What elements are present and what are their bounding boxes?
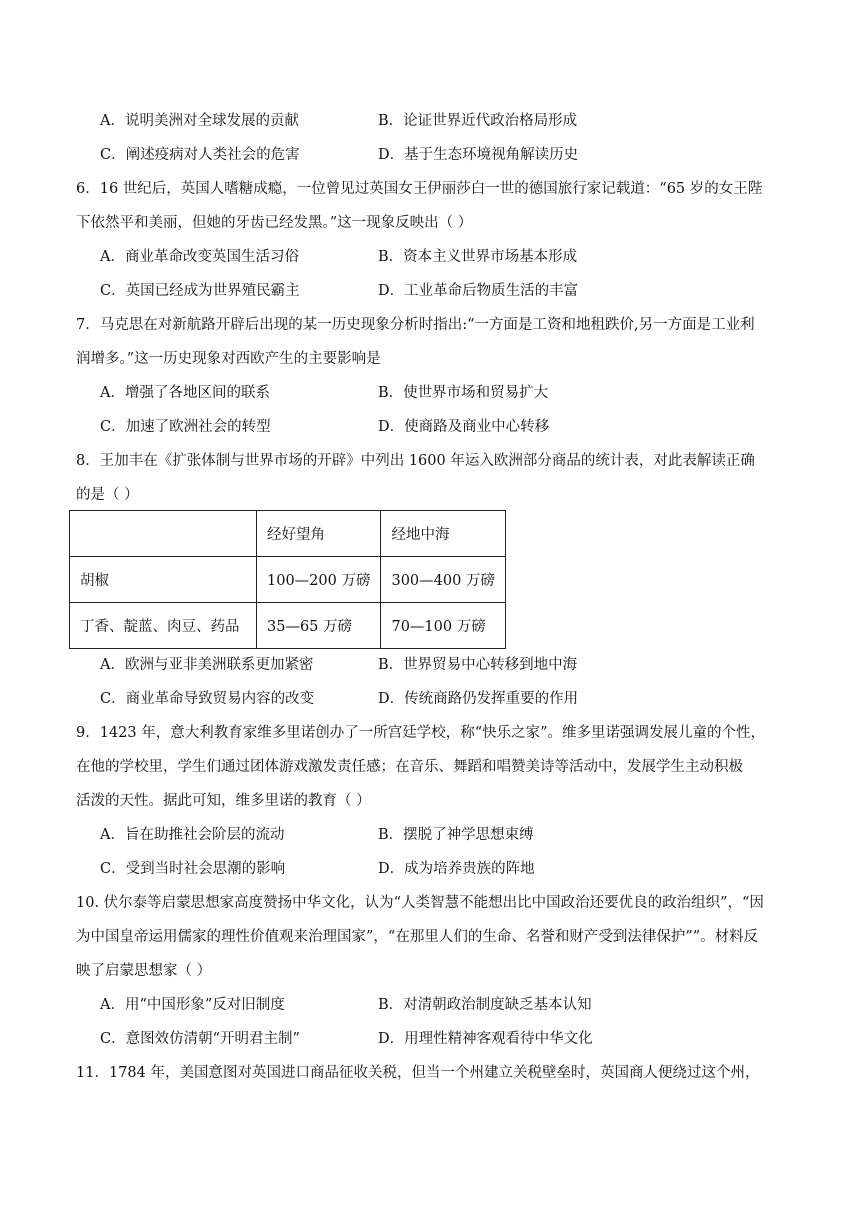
q6-option-a: A．商业革命改变英国生活习俗 [100,249,299,265]
q9-option-b: B．摆脱了神学思想束缚 [378,827,534,843]
q10-stem-line-2: 为中国皇帝运用儒家的理性价值观来治理国家”，“在那里人们的生命、名誉和财产受到法律保护””。材料反 [76,929,759,945]
q10-stem-line-1: 10. 伏尔泰等启蒙思想家高度赞扬中华文化，认为“人类智慧不能想出比中国政治还要优良的政治组织”，“因 [76,895,764,911]
q7-stem-line-1: 7．马克思在对新航路开辟后出现的某一历史现象分析时指出:“一方面是工资和地租跌价,另一方面是工业利 [76,317,755,333]
q7-option-c: C．加速了欧洲社会的转型 [100,419,271,435]
q10-stem-line-3: 映了启蒙思想家（ ） [76,963,212,979]
table-header-cell [70,511,257,557]
q9-stem-line-2: 在他的学校里，学生们通过团体游戏激发责任感；在音乐、舞蹈和唱赞美诗等活动中，发展学生主动积极 [76,759,743,775]
q8-option-a: A．欧洲与亚非美洲联系更加紧密 [100,657,314,673]
q10-option-a: A．用“中国形象”反对旧制度 [100,997,285,1013]
q9-stem-line-3: 活泼的天性。据此可知，维多里诺的教育（ ） [76,793,371,809]
table-cell: 胡椒 [70,557,257,603]
q7-option-b: B．使世界市场和贸易扩大 [378,385,549,401]
q8-statistics-table [69,510,506,649]
q9-option-c: C．受到当时社会思潮的影响 [100,861,286,877]
table-row [70,557,506,603]
table-cell: 丁香、靛蓝、肉豆、药品 [70,603,257,649]
table-header-row [70,511,506,557]
q6-stem-line-1: 6．16 世纪后，英国人嗜糖成瘾，一位曾见过英国女王伊丽莎白一世的德国旅行家记载道：“65 岁的女王陛 [76,181,763,197]
q7-option-a: A．增强了各地区间的联系 [100,385,270,401]
q5-option-b: B．论证世界近代政治格局形成 [378,113,578,129]
table-row [70,603,506,649]
table-header-cell: 经好望角 [257,511,381,557]
q5-option-c: C．阐述疫病对人类社会的危害 [100,147,300,163]
q7-stem-line-2: 润增多。”这一历史现象对西欧产生的主要影响是 [76,351,381,367]
q9-option-d: D．成为培养贵族的阵地 [378,861,535,877]
q8-option-b: B．世界贸易中心转移到地中海 [378,657,578,673]
table-cell: 300—400 万磅 [381,557,505,603]
q6-stem-line-2: 下依然平和美丽，但她的牙齿已经发黑。”这一现象反映出（ ） [76,215,473,231]
table-header-cell: 经地中海 [381,511,505,557]
q11-stem-line-1: 11．1784 年，美国意图对英国进口商品征收关税，但当一个州建立关税壁垒时，英国商人便绕过这个州， [76,1065,760,1081]
table-cell: 35—65 万磅 [257,603,381,649]
q6-option-c: C．英国已经成为世界殖民霸主 [100,283,300,299]
q9-stem-line-1: 9．1423 年，意大利教育家维多里诺创办了一所宫廷学校，称“快乐之家”。维多里诺强调发展儿童的个性， [76,725,766,741]
q8-option-c: C．商业革命导致贸易内容的改变 [100,691,315,707]
q5-option-a: A．说明美洲对全球发展的贡献 [100,113,299,129]
table-cell: 100—200 万磅 [257,557,381,603]
q6-option-b: B．资本主义世界市场基本形成 [378,249,578,265]
q5-option-d: D．基于生态环境视角解读历史 [378,147,579,163]
table-cell: 70—100 万磅 [381,603,505,649]
q8-stem-line-1: 8．王加丰在《扩张体制与世界市场的开辟》中列出 1600 年运入欧洲部分商品的统计表，对此表解读正确 [76,453,755,469]
q8-stem-line-2: 的是（ ） [76,487,139,503]
q10-option-b: B．对清朝政治制度缺乏基本认知 [378,997,592,1013]
q9-option-a: A．旨在助推社会阶层的流动 [100,827,285,843]
q7-option-d: D．使商路及商业中心转移 [378,419,550,435]
q10-option-c: C．意图效仿清朝“开明君主制” [100,1031,300,1047]
q8-option-d: D．传统商路仍发挥重要的作用 [378,691,579,707]
q10-option-d: D．用理性精神客观看待中华文化 [378,1031,593,1047]
q6-option-d: D．工业革命后物质生活的丰富 [378,283,579,299]
